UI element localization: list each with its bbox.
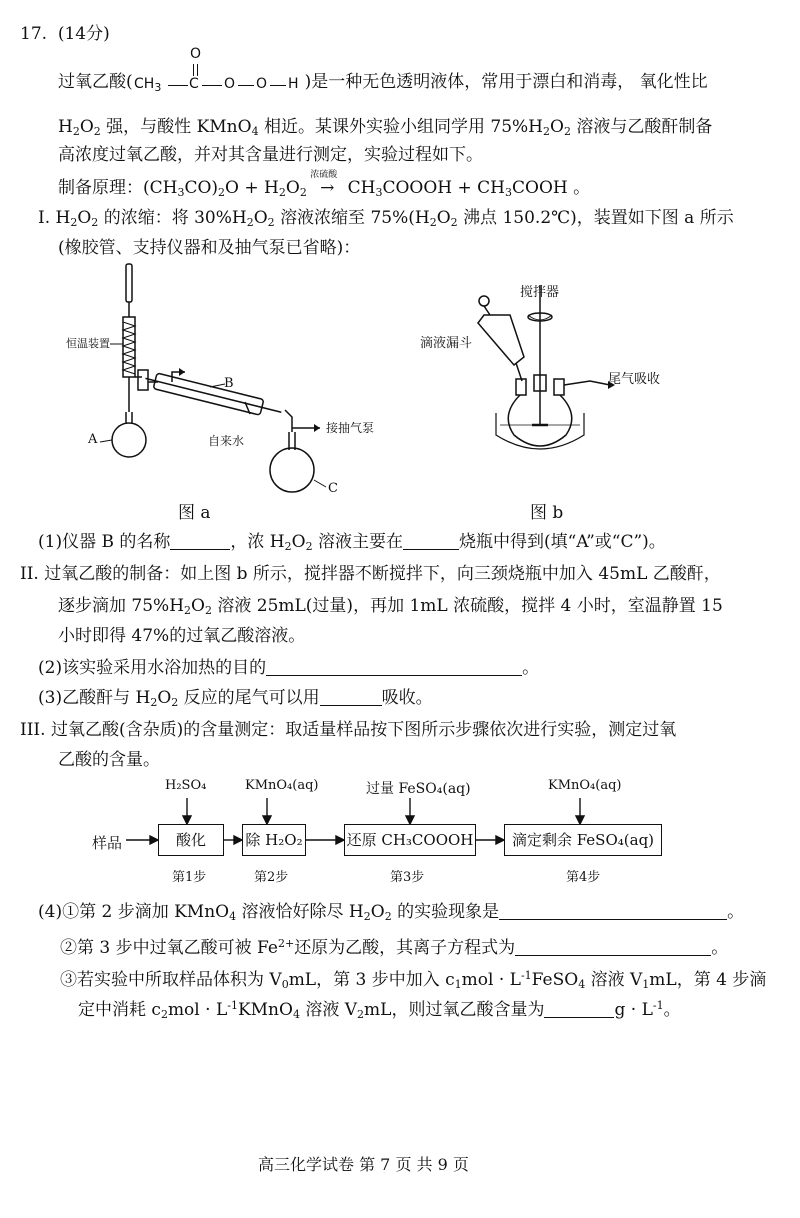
figure-b-caption: 图 b [530, 503, 564, 523]
label-stirrer: 搅拌器 [520, 285, 560, 300]
part-i-line-1: I. $H_2O_2$ 的浓缩：将 $30\%H_2O_2$ 溶液浓缩至 $75\%(H_2O_2$ 沸点 150.2℃)，装置如下图 a 所示 [38, 208, 734, 229]
dropping-funnel [478, 315, 524, 365]
intro-line-3: 高浓度过氧乙酸，并对其含量进行测定，实验过程如下。 [58, 145, 483, 165]
label-pump: 接抽气泵 [326, 421, 375, 435]
answer-blank-4c[interactable] [544, 999, 614, 1018]
flow-step-3-box: 还原 CH₃COOOH [344, 824, 476, 856]
question-4-part-3: ③若实验中所取样品体积为 $V_0mL$，第 3 步中加入 $c_1mol$ · $L^{-1}FeSO_4$ 溶液 $V_1mL$，第 4 步滴 [60, 969, 767, 991]
label-a: A [88, 432, 98, 447]
flask-c [270, 448, 314, 492]
flow-reagent-3: 过量 FeSO₄(aq) [366, 781, 471, 797]
label-b: B [224, 376, 234, 391]
flow-reagent-1: H₂SO₄ [165, 778, 207, 793]
answer-blank-1a[interactable] [170, 531, 230, 550]
peracetic-acid-structure: O $CH_3$ C O O H [134, 46, 299, 94]
flow-reagent-4: KMnO₄(aq) [548, 778, 622, 793]
question-4-part-3-cont: 定中消耗 $c_2mol$ · $L^{-1}KMnO_4$ 溶液 $V_2mL$，则过氧乙酸含量为 $g \cdot L^{-1}$。 [78, 999, 681, 1021]
catalyst-label: 浓硫酸 [310, 170, 338, 180]
question-number: 17. (14分) [20, 24, 110, 44]
label-tail-gas: 尾气吸收 [608, 372, 661, 387]
answer-blank-1b[interactable] [403, 531, 459, 550]
principle-line: 制备原理：$(CH_3CO)_2O + H_2O_2$ 浓硫酸 → $CH_3COOOH$ + $CH_3COOH$ 。 [58, 176, 590, 205]
figure-a-caption: 图 a [178, 503, 211, 523]
question-4-part-2: ②第 3 步中过氧乙酸可被 $Fe^{2+}$还原为乙酸，其离子方程式为 。 [60, 937, 729, 958]
flow-sample: 样品 [92, 834, 123, 852]
part-ii-line-1: II. 过氧乙酸的制备：如上图 b 所示，搅拌器不断搅拌下，向三颈烧瓶中加入 45mL 乙酸酐， [20, 564, 721, 584]
label-tap-water: 自来水 [208, 434, 245, 448]
flask-a [112, 423, 146, 457]
answer-blank-4a[interactable] [499, 901, 727, 920]
label-dropping-funnel: 滴液漏斗 [420, 336, 473, 351]
part-iii-line-1: III. 过氧乙酸(含杂质)的含量测定：取适量样品按下图所示步骤依次进行实验，测定过氧 [20, 720, 677, 740]
question-1: (1)仪器 B 的名称 ，浓 $H_2O_2$ 溶液主要在 烧瓶中得到(填“A”或“C”)。 [38, 532, 666, 553]
page-footer: 高三化学试卷 第 7 页 共 9 页 [258, 1155, 469, 1174]
label-heat-device: 恒温装置 [66, 337, 110, 350]
flow-step-2-label: 第2步 [254, 870, 289, 885]
flow-step-3-label: 第3步 [390, 870, 425, 885]
thermometer-top [126, 264, 132, 302]
part-ii-line-3: 小时即得 47%的过氧乙酸溶液。 [58, 626, 306, 646]
intro-line-1: 过氧乙酸( )是一种无色透明液体，常用于漂白和消毒， 氧化性比 [58, 72, 708, 92]
part-i-line-2: (橡胶管、支持仪器和及抽气泵已省略)： [58, 238, 361, 258]
question-4-part-1: (4)①第 2 步滴加 KMnO$_4$ 溶液恰好除尽 $H_2O_2$ 的实验现象是 。 [38, 902, 745, 923]
answer-blank-2[interactable] [266, 657, 522, 676]
answer-blank-4b[interactable] [515, 937, 711, 956]
flow-step-2-box: 除 H₂O₂ [242, 824, 306, 856]
question-3: (3)乙酸酐与 $H_2O_2$ 反应的尾气可以用 吸收。 [38, 688, 433, 709]
flow-step-1-box: 酸化 [158, 824, 224, 856]
flow-step-4-label: 第4步 [566, 870, 601, 885]
flow-reagent-2: KMnO₄(aq) [245, 778, 319, 793]
part-iii-line-2: 乙酸的含量。 [58, 750, 160, 770]
question-2: (2)该实验采用水浴加热的目的 。 [38, 658, 540, 678]
part-ii-line-2: 逐步滴加 $75\%H_2O_2$ 溶液 25mL(过量)，再加 1mL 浓硫酸，搅拌 4 小时，室温静置 15 [58, 596, 723, 617]
flow-step-4-box: 滴定剩余 FeSO₄(aq) [504, 824, 662, 856]
flow-step-1-label: 第1步 [172, 870, 207, 885]
label-c: C [328, 481, 338, 496]
answer-blank-3[interactable] [320, 687, 382, 706]
intro-line-2: $H_2O_2$ 强，与酸性 KMnO$_4$ 相近。某课外实验小组同学用 $75\%H_2O_2$ 溶液与乙酸酐制备 [58, 117, 713, 138]
